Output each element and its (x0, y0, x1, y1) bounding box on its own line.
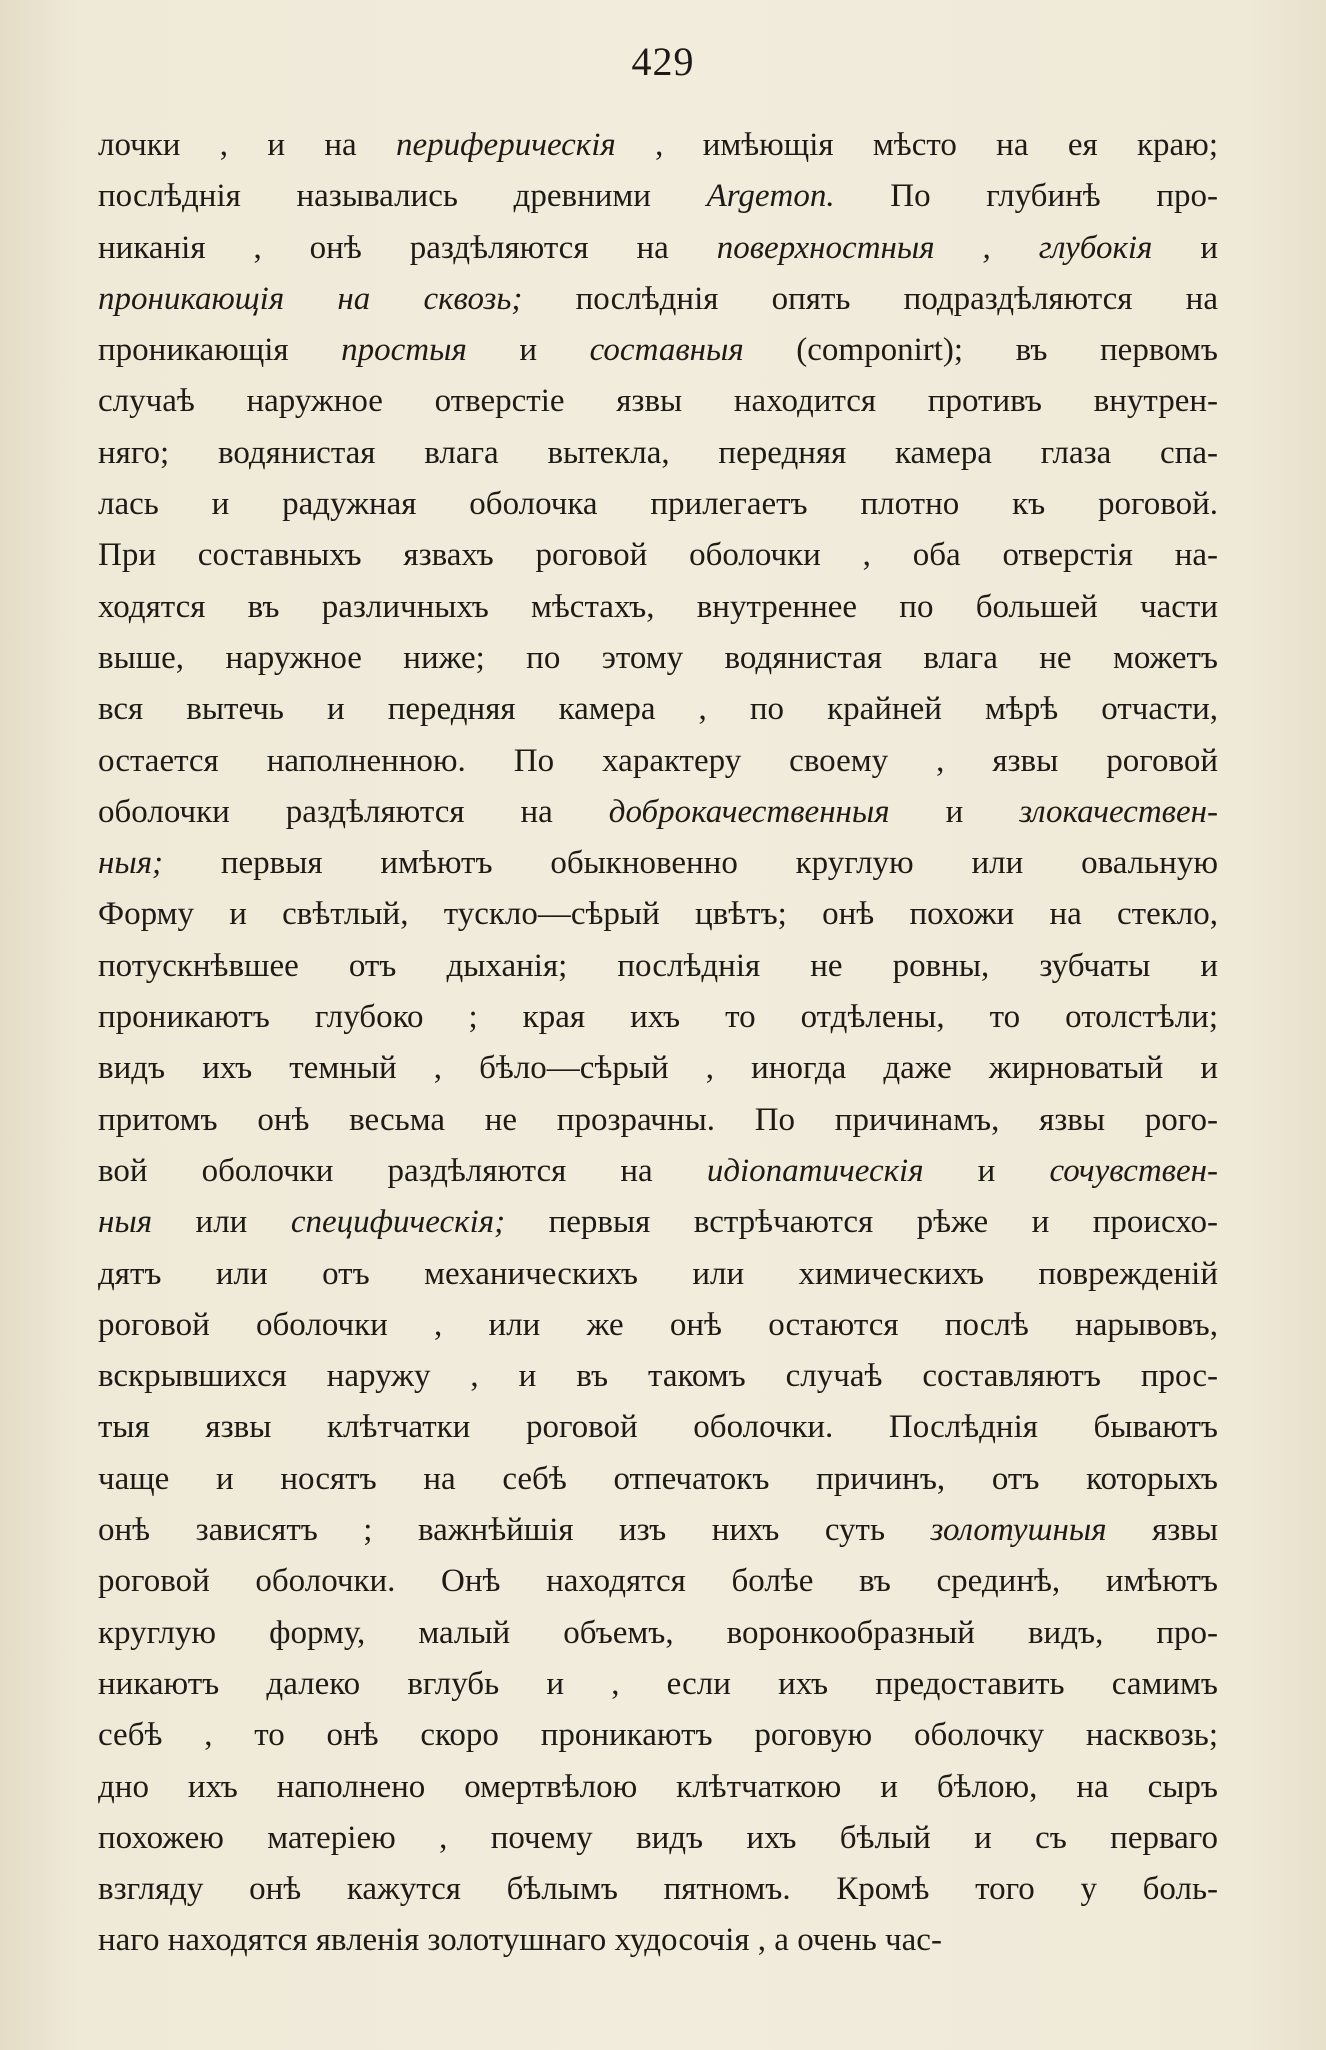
text-run: остается наполненною. По характеру своему , язвы роговой (98, 742, 1218, 779)
text-line (98, 838, 1218, 889)
text-run: тыя язвы клѣтчатки роговой оболочки. Послѣднія бываютъ (98, 1409, 1218, 1446)
text-run: онѣ зависятъ ; важнѣйшія изъ нихъ суть (98, 1512, 931, 1549)
text-line (98, 684, 1218, 735)
text-line (98, 223, 1218, 274)
italic-term: идіопатическія (706, 1152, 924, 1189)
text-run: вскрывшихся наружу , и въ такомъ случаѣ составляютъ прос- (98, 1358, 1218, 1395)
text-run: язвы (1106, 1512, 1218, 1549)
text-run: ходятся въ различныхъ мѣстахъ, внутреннее по большей части (98, 588, 1218, 625)
text-run: лочки , и на (98, 127, 396, 163)
text-run: По глубинѣ про- (834, 178, 1218, 215)
text-line (98, 1249, 1218, 1300)
text-run: первыя имѣютъ обыкновенно круглую или овальную (163, 845, 1218, 882)
text-run: притомъ онѣ весьма не прозрачны. По причинамъ, язвы рого- (98, 1101, 1218, 1138)
text-run: случаѣ наружное отверстіе язвы находится противъ внутрен- (98, 383, 1218, 420)
text-run: вся вытечь и передняя камера , по крайней мѣрѣ отчасти, (98, 691, 1218, 728)
text-line (98, 1608, 1218, 1659)
body-text (98, 120, 1218, 1967)
text-run: и (466, 332, 590, 369)
text-run: дятъ или отъ механическихъ или химическихъ поврежденій (98, 1255, 1218, 1292)
text-run: (componirt); въ первомъ (743, 332, 1218, 369)
text-line (98, 530, 1218, 581)
text-run: или (152, 1204, 291, 1241)
text-line (98, 992, 1218, 1043)
text-line (98, 1197, 1218, 1248)
text-line (98, 1402, 1218, 1453)
page-number: 429 (631, 39, 695, 84)
text-line (98, 1095, 1218, 1146)
text-run: роговой оболочки. Онѣ находятся болѣе въ срединѣ, имѣютъ (98, 1563, 1218, 1600)
italic-term: злокачествен- (1019, 793, 1218, 830)
text-run: круглую форму, малый объемъ, воронкообразный видъ, про- (98, 1614, 1218, 1651)
text-run: выше, наружное ниже; по этому водянистая влага не можетъ (98, 639, 1218, 676)
text-line (98, 479, 1218, 530)
text-run: себѣ , то онѣ скоро проникаютъ роговую оболочку насквозь; (98, 1717, 1218, 1754)
text-line (98, 582, 1218, 633)
text-line (98, 1556, 1218, 1607)
italic-term: проникающія на сквозь; (98, 280, 523, 317)
text-run: проникаютъ глубоко ; края ихъ то отдѣлены, то отолстѣли; (98, 999, 1218, 1036)
text-run: и (1152, 229, 1218, 266)
text-line (98, 376, 1218, 427)
text-line (98, 120, 1218, 171)
text-run: послѣднія опять подраздѣляются на (522, 280, 1218, 317)
text-line (98, 1351, 1218, 1402)
text-run: проникающія (98, 332, 342, 369)
text-line (98, 941, 1218, 992)
text-line (98, 633, 1218, 684)
text-run: лась и радужная оболочка прилегаетъ плотно къ роговой. (98, 486, 1218, 523)
text-run: дно ихъ наполнено омертвѣлою клѣтчаткою и бѣлою, на сыръ (98, 1768, 1218, 1805)
italic-term: ныя; (98, 845, 164, 882)
text-line (98, 1659, 1218, 1710)
text-line (98, 787, 1218, 838)
text-line (98, 171, 1218, 222)
italic-term: простыя (341, 332, 467, 369)
text-line (98, 1813, 1218, 1864)
text-line (98, 1864, 1218, 1915)
italic-term: составныя (589, 332, 744, 369)
text-run: Форму и свѣтлый, тускло—сѣрый цвѣтъ; онѣ похожи на стекло, (98, 896, 1218, 933)
text-run: роговой оболочки , или же онѣ остаются послѣ нарывовъ, (98, 1306, 1218, 1343)
text-run: взгляду онѣ кажутся бѣлымъ пятномъ. Кромѣ того у боль- (98, 1871, 1218, 1908)
text-line (98, 1505, 1218, 1556)
text-line (98, 889, 1218, 940)
text-run: и (923, 1152, 1050, 1189)
text-run: наго находятся явленія золотушнаго худосочія , а очень час- (98, 1922, 942, 1959)
italic-term: сочувствен- (1049, 1152, 1218, 1189)
text-run: няго; водянистая влага вытекла, передняя камера глаза спа- (98, 434, 1218, 471)
text-run: видъ ихъ темный , бѣло—сѣрый , иногда даже жирноватый и (98, 1050, 1218, 1087)
text-line (98, 1915, 1218, 1966)
italic-term: ныя (98, 1204, 153, 1241)
text-run: первыя встрѣчаются рѣже и происхо- (505, 1204, 1218, 1241)
text-line (98, 1762, 1218, 1813)
text-line (98, 1146, 1218, 1197)
text-line (98, 274, 1218, 325)
text-run: вой оболочки раздѣляются на (98, 1152, 707, 1189)
text-run: , имѣющія мѣсто на ея краю; (615, 127, 1218, 163)
text-run: никаютъ далеко вглубь и , если ихъ предоставить самимъ (98, 1665, 1218, 1702)
text-run: оболочки раздѣляются на (98, 793, 609, 830)
italic-term: специфическія; (290, 1204, 506, 1241)
text-line (98, 1710, 1218, 1761)
text-run: потускнѣвшее отъ дыханія; послѣднія не ровны, зубчаты и (98, 947, 1218, 984)
text-line (98, 1454, 1218, 1505)
italic-term: доброкачественныя (608, 793, 890, 830)
text-line (98, 1300, 1218, 1351)
text-run: чаще и носятъ на себѣ отпечатокъ причинъ, отъ которыхъ (98, 1460, 1218, 1497)
text-run: и (889, 793, 1020, 830)
text-run: никанія , онѣ раздѣляются на (98, 229, 717, 266)
italic-term: Argemon. (706, 178, 835, 215)
text-run: послѣднія назывались древними (98, 178, 707, 215)
italic-term: поверхностныя , глубокія (716, 229, 1153, 266)
text-run: похожею матеріею , почему видъ ихъ бѣлый и съ перваго (98, 1819, 1218, 1856)
text-run: При составныхъ язвахъ роговой оболочки , оба отверстія на- (98, 537, 1218, 574)
text-line (98, 325, 1218, 376)
italic-term: периферическія (395, 127, 616, 163)
text-line (98, 736, 1218, 787)
text-line (98, 1043, 1218, 1094)
italic-term: золотушныя (930, 1512, 1107, 1549)
text-line (98, 428, 1218, 479)
